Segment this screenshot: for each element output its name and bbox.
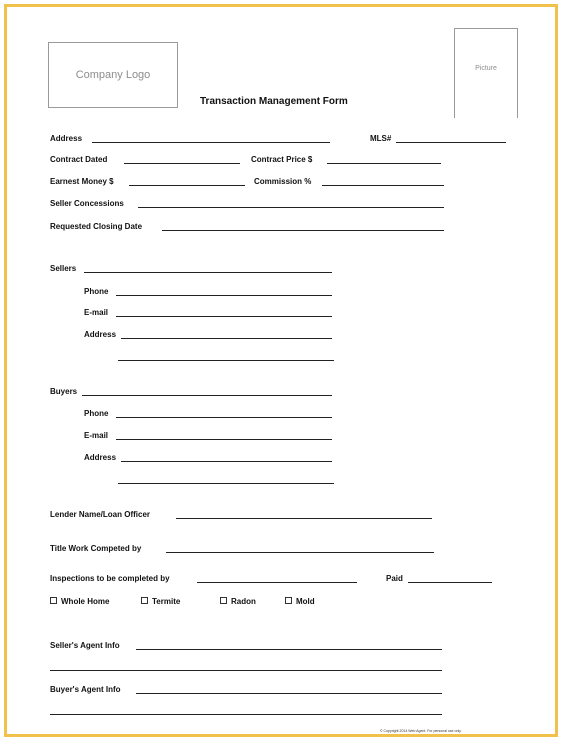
address-line[interactable] [92, 142, 330, 143]
seller-agent-line-2[interactable] [50, 670, 442, 671]
sellers-phone-label: Phone [84, 287, 109, 296]
earnest-money-label: Earnest Money $ [50, 177, 114, 186]
buyers-phone-label: Phone [84, 409, 109, 418]
title-work-line[interactable] [166, 552, 434, 553]
sellers-email-line[interactable] [116, 316, 332, 317]
inspections-line[interactable] [197, 582, 357, 583]
company-logo-placeholder [48, 42, 178, 108]
seller-concessions-label: Seller Concessions [50, 199, 124, 208]
closing-date-label: Requested Closing Date [50, 222, 143, 231]
sellers-address-label: Address [84, 330, 117, 339]
checkbox-mold[interactable] [285, 597, 315, 607]
buyers-address-line-2[interactable] [118, 483, 334, 484]
buyers-address-line-1[interactable] [121, 461, 332, 462]
copyright-notice: © Copyright 2014 Web Agent. For personal use only. [380, 729, 462, 733]
seller-agent-label: Seller's Agent Info [50, 641, 120, 650]
paid-line[interactable] [408, 582, 492, 583]
checkbox-icon[interactable] [141, 597, 148, 604]
earnest-money-line[interactable] [129, 185, 245, 186]
checkbox-icon[interactable] [50, 597, 57, 604]
buyers-address-label: Address [84, 453, 117, 462]
checkbox-whole-home[interactable] [50, 597, 109, 607]
lender-line[interactable] [176, 518, 432, 519]
buyers-phone-line[interactable] [116, 417, 332, 418]
contract-dated-line[interactable] [124, 163, 240, 164]
lender-label: Lender Name/Loan Officer [50, 510, 151, 519]
commission-label: Commission % [254, 177, 312, 186]
picture-text: Picture [475, 65, 497, 72]
buyers-line[interactable] [82, 395, 332, 396]
contract-price-line[interactable] [327, 163, 441, 164]
seller-concessions-line[interactable] [138, 207, 444, 208]
sellers-address-line-2[interactable] [118, 360, 334, 361]
title-work-label: Title Work Competed by [50, 544, 142, 553]
buyers-label: Buyers [50, 387, 78, 396]
commission-line[interactable] [322, 185, 444, 186]
closing-date-line[interactable] [162, 230, 444, 231]
buyer-agent-label: Buyer's Agent Info [50, 685, 121, 694]
whole-home-label: Whole Home [61, 597, 110, 606]
sellers-label: Sellers [50, 264, 77, 273]
checkbox-icon[interactable] [285, 597, 292, 604]
picture-placeholder [454, 28, 518, 118]
checkbox-termite[interactable] [141, 597, 180, 607]
mold-label: Mold [296, 597, 315, 606]
form-title: Transaction Management Form [200, 96, 348, 107]
checkbox-radon[interactable] [220, 597, 256, 607]
checkbox-icon[interactable] [220, 597, 227, 604]
buyer-agent-line-1[interactable] [136, 693, 442, 694]
contract-dated-label: Contract Dated [50, 155, 108, 164]
sellers-address-line-1[interactable] [121, 338, 332, 339]
logo-text: Company Logo [75, 69, 151, 81]
mls-line[interactable] [396, 142, 506, 143]
sellers-phone-line[interactable] [116, 295, 332, 296]
buyer-agent-line-2[interactable] [50, 714, 442, 715]
inspections-label: Inspections to be completed by [50, 574, 170, 583]
sellers-email-label: E-mail [84, 308, 109, 317]
seller-agent-line-1[interactable] [136, 649, 442, 650]
contract-price-label: Contract Price $ [251, 155, 313, 164]
mls-label: MLS# [370, 134, 392, 143]
address-label: Address [50, 134, 83, 143]
buyers-email-label: E-mail [84, 431, 109, 440]
buyers-email-line[interactable] [116, 439, 332, 440]
sellers-line[interactable] [84, 272, 332, 273]
paid-label: Paid [386, 574, 403, 583]
termite-label: Termite [152, 597, 181, 606]
radon-label: Radon [231, 597, 256, 606]
